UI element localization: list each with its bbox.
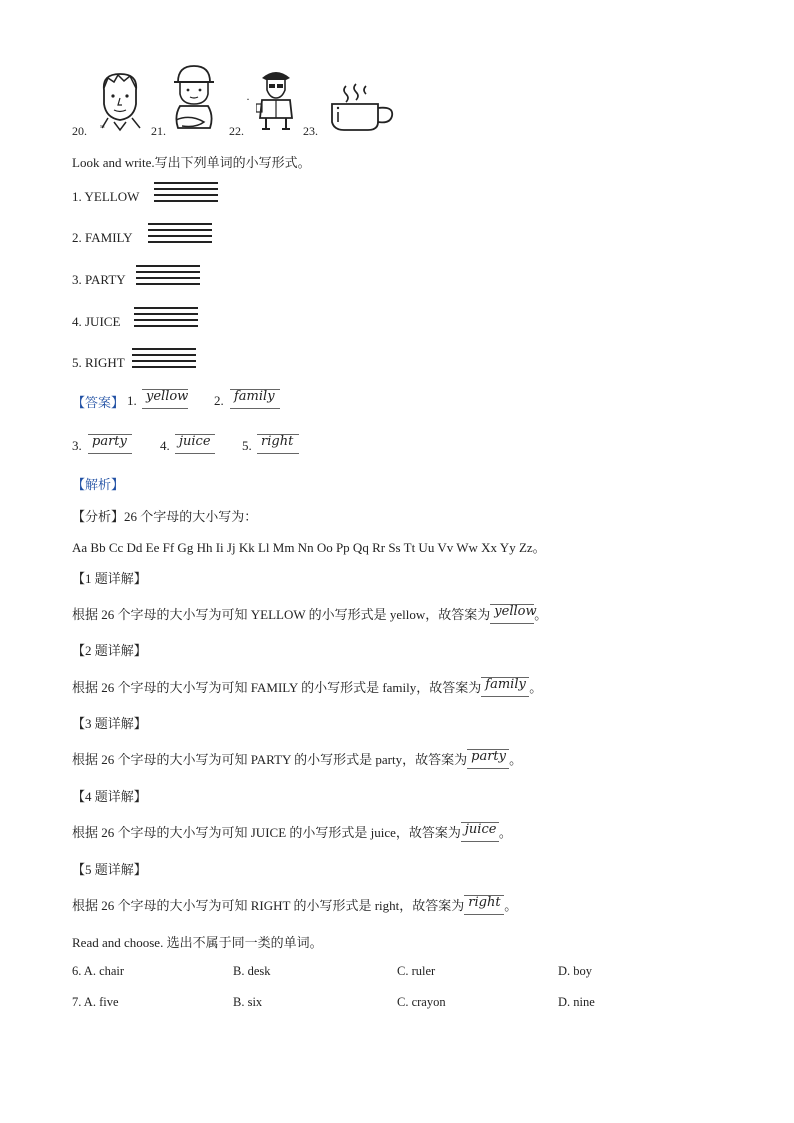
- writing-lines[interactable]: [132, 348, 196, 374]
- option-a[interactable]: 7. A. five: [72, 995, 119, 1009]
- answer-word: party: [88, 433, 132, 455]
- option-b[interactable]: B. desk: [233, 964, 271, 978]
- option-c[interactable]: C. ruler: [397, 964, 436, 978]
- detail-text: 根据 26 个字母的大小写为可知 JUICE 的小写形式是 juice，故答案为 juice 。: [72, 822, 512, 845]
- analysis-label: 【解析】: [72, 477, 125, 492]
- answer-label: 【答案】: [72, 395, 125, 410]
- question-item: 2. FAMILY: [72, 230, 133, 245]
- detail-heading: 【3 题详解】: [72, 716, 147, 731]
- writing-lines[interactable]: [154, 182, 218, 208]
- answer-word: juice: [175, 433, 215, 455]
- answer-word: family: [230, 388, 280, 410]
- question-item: 4. JUICE: [72, 314, 121, 329]
- section-title-read-choose: Read and choose. 选出不属于同一类的单词。: [72, 935, 323, 950]
- answer-num: 3.: [72, 438, 82, 453]
- dot-mark: ·: [246, 92, 250, 106]
- detail-heading: 【1 题详解】: [72, 571, 147, 586]
- detail-heading: 【2 题详解】: [72, 643, 147, 658]
- detail-text: 根据 26 个字母的大小写为可知 FAMILY 的小写形式是 family，故答案为 family 。: [72, 677, 542, 700]
- answer-word: yellow: [142, 388, 188, 410]
- detail-heading: 【4 题详解】: [72, 789, 147, 804]
- detail-heading: 【5 题详解】: [72, 862, 147, 877]
- writing-lines[interactable]: [148, 223, 212, 249]
- detail-text: 根据 26 个字母的大小写为可知 RIGHT 的小写形式是 right，故答案为 right 。: [72, 895, 517, 918]
- answer-num: 2.: [214, 393, 224, 408]
- option-d[interactable]: D. nine: [558, 995, 595, 1009]
- option-d[interactable]: D. boy: [558, 964, 593, 978]
- option-a[interactable]: 6. A. chair: [72, 964, 125, 978]
- analysis-intro: 【分析】26 个字母的大小写为：: [72, 509, 258, 524]
- alphabet-list: Aa Bb Cc Dd Ee Ff Gg Hh Ii Jj Kk Ll Mm Nn Oo Pp Qq Rr Ss Tt Uu Vv Ww Xx Yy Zz。: [72, 540, 546, 555]
- writing-lines[interactable]: [136, 265, 200, 291]
- worker-helmet-icon: [170, 64, 218, 140]
- question-item: 1. YELLOW: [72, 189, 140, 204]
- section-title-look-write: Look and write.写出下列单词的小写形式。: [72, 155, 311, 170]
- picture-number: 21.: [151, 124, 166, 138]
- answer-num: 4.: [160, 438, 170, 453]
- writing-lines[interactable]: [134, 307, 198, 333]
- question-item: 5. RIGHT: [72, 355, 125, 370]
- police-officer-icon: [256, 66, 296, 136]
- picture-number: 23.: [303, 124, 318, 138]
- answer-num: 5.: [242, 438, 252, 453]
- detail-text: 根据 26 个字母的大小写为可知 YELLOW 的小写形式是 yellow，故答案为 yellow 。: [72, 604, 547, 627]
- answer-word: right: [257, 433, 299, 455]
- coffee-cup-icon: [328, 82, 400, 136]
- answer-num: 1.: [127, 393, 137, 408]
- option-c[interactable]: C. crayon: [397, 995, 446, 1009]
- picture-number: 22.: [229, 124, 244, 138]
- detail-text: 根据 26 个字母的大小写为可知 PARTY 的小写形式是 party，故答案为 party 。: [72, 749, 522, 772]
- picture-number: 20.: [72, 124, 87, 138]
- option-b[interactable]: B. six: [233, 995, 263, 1009]
- question-item: 3. PARTY: [72, 272, 126, 287]
- picture-mark: ᴺᴵ: [100, 124, 105, 132]
